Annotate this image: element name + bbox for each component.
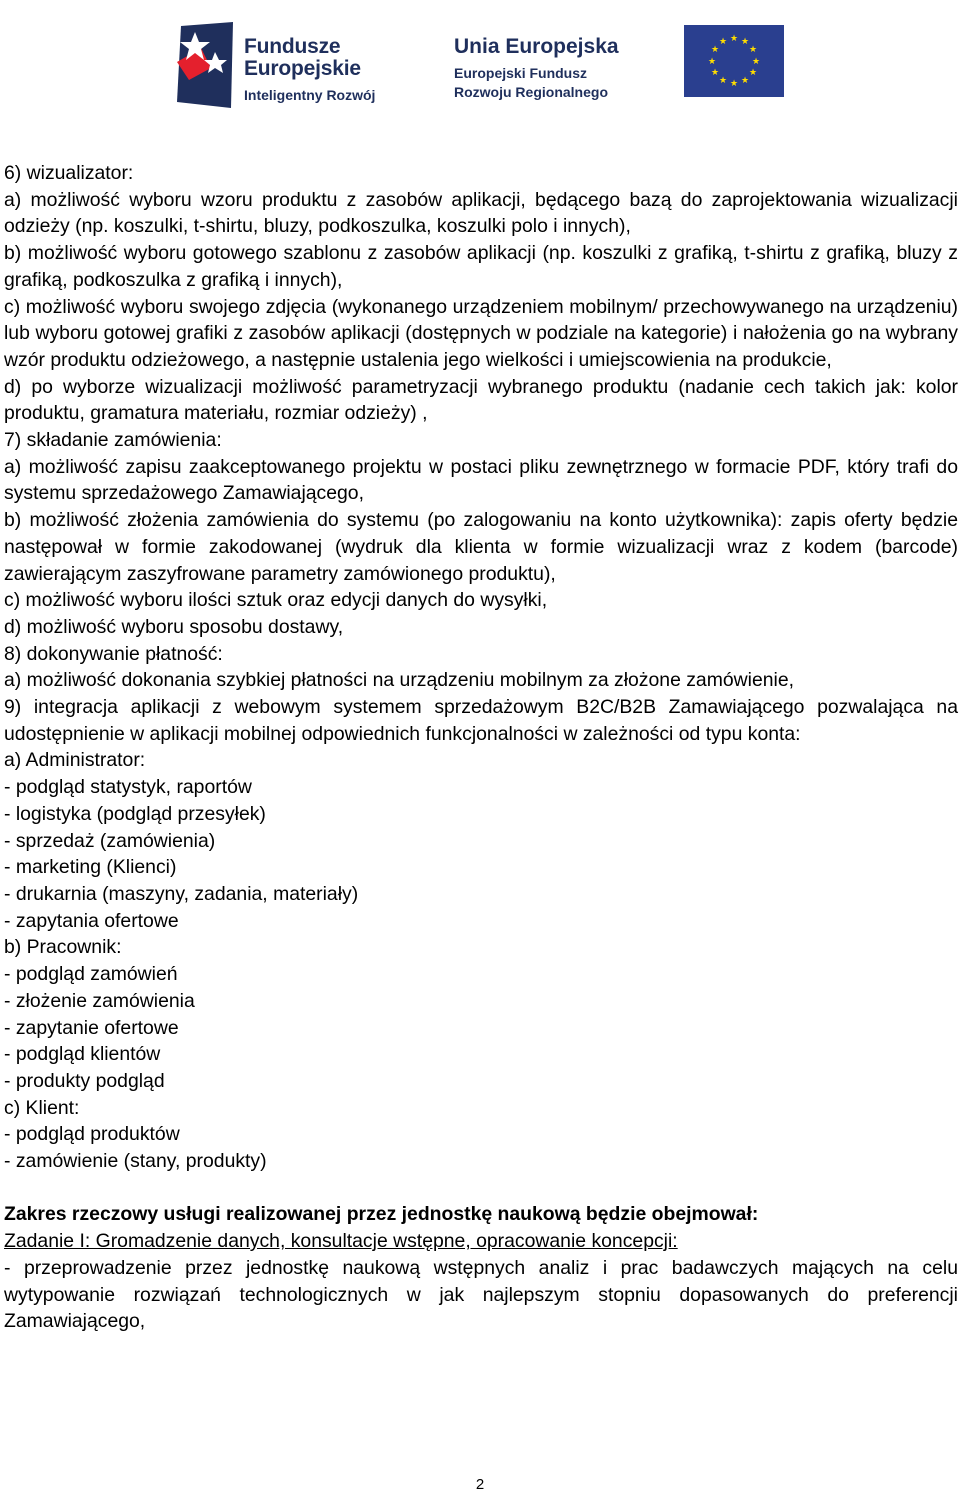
role-client: c) Klient: xyxy=(4,1096,80,1119)
svg-text:★: ★ xyxy=(729,79,739,89)
ue-line1: Unia Europejska xyxy=(454,35,619,58)
task-subheading: Zadanie I: Gromadzenie danych, konsultacje wstępne, opracowanie koncepcji: xyxy=(4,1230,678,1253)
svg-text:★: ★ xyxy=(710,45,720,55)
svg-text:★: ★ xyxy=(748,45,758,55)
eu-flag-icon xyxy=(684,25,784,97)
svg-text:★: ★ xyxy=(710,68,720,78)
role-admin: a) Administrator: xyxy=(4,749,146,772)
ue-line3: Rozwoju Regionalnego xyxy=(454,84,608,100)
page-number: 2 xyxy=(475,1476,485,1493)
paragraph-6: 6) wizualizator: xyxy=(4,162,134,184)
paragraph-7a: a) możliwość zapisu zaakceptowanego projektu w postaci pliku zewnętrznego w formacie PDF, który trafi do systemu sprzedażowego Zamawiającego, xyxy=(4,455,958,505)
svg-text:★: ★ xyxy=(707,57,717,67)
list-item: - drukarnia (maszyny, zadania, materiały) xyxy=(4,882,359,905)
list-item: - podgląd produktów xyxy=(4,1123,180,1146)
list-item: - sprzedaż (zamówienia) xyxy=(4,829,216,852)
paragraph-7d: d) możliwość wyboru sposobu dostawy, xyxy=(4,615,344,638)
fundusze-europejskie-logo xyxy=(175,22,435,114)
ue-line2: Europejski Fundusz xyxy=(454,65,588,81)
svg-text:★: ★ xyxy=(729,34,739,44)
fe-emblem-icon xyxy=(175,22,239,108)
list-item: - zamówienie (stany, produkty) xyxy=(4,1150,267,1173)
unia-europejska-logo xyxy=(454,34,761,115)
svg-text:★: ★ xyxy=(718,37,728,47)
paragraph-7: 7) składanie zamówienia: xyxy=(4,429,222,452)
paragraph-6b: b) możliwość wyboru gotowego szablonu z zasobów aplikacji (np. koszulki z grafiką, t-shirtu z grafiką, bluzy z grafiką, podkoszulka z grafiką i innych), xyxy=(4,242,958,291)
fe-line3: Inteligentny Rozwój xyxy=(244,87,376,103)
list-item: - złożenie zamówienia xyxy=(4,989,195,1012)
list-item: - zapytania ofertowe xyxy=(4,909,179,932)
svg-text:★: ★ xyxy=(740,76,750,86)
list-item: - zapytanie ofertowe xyxy=(4,1016,179,1039)
list-item: - podgląd zamówień xyxy=(4,963,178,986)
list-item: - marketing (Klienci) xyxy=(4,856,177,879)
paragraph-8a: a) możliwość dokonania szybkiej płatności na urządzeniu mobilnym za złożone zamówienie, xyxy=(4,669,795,692)
svg-text:★: ★ xyxy=(740,37,750,47)
svg-text:★: ★ xyxy=(751,57,761,67)
final-paragraph: - przeprowadzenie przez jednostkę naukową wstępnych analiz i prac badawczych mających na celu wytypowanie rozwiązań technologicznych w jak najlepszym stopniu dopasowanych do preferencji Zamawiającego, xyxy=(4,1256,958,1333)
list-item: - podgląd statystyk, raportów xyxy=(4,776,252,799)
section-heading: Zakres rzeczowy usługi realizowanej przez jednostkę naukową będzie obejmował: xyxy=(4,1203,759,1226)
paragraph-6a: a) możliwość wyboru wzoru produktu z zasobów aplikacji, będącego bazą do zaprojektowania wizualizacji odzieży (np. koszulki, t-shirtu, bluzy, podkoszulka, koszulki polo i innych), xyxy=(4,188,958,238)
paragraph-7c: c) możliwość wyboru ilości sztuk oraz edycji danych do wysyłki, xyxy=(4,589,548,612)
document-body xyxy=(4,160,958,1335)
paragraph-9: 9) integracja aplikacji z webowym systemem sprzedażowym B2C/B2B Zamawiającego pozwalająca na udostępnienie w aplikacji mobilnej odpowiednich funkcjonalności w zależności od typu konta: xyxy=(4,696,958,745)
paragraph-6d: d) po wyborze wizualizacji możliwość parametryzacji wybranego produktu (nadanie cech takich jak: kolor produktu, gramatura materiału, rozmiar odzieży) , xyxy=(4,375,958,425)
paragraph-8: 8) dokonywanie płatność: xyxy=(4,642,223,665)
role-employee: b) Pracownik: xyxy=(4,936,122,959)
list-item: - podgląd klientów xyxy=(4,1043,161,1066)
fe-line2: Europejskie xyxy=(244,57,361,80)
list-item: - logistyka (podgląd przesyłek) xyxy=(4,802,266,825)
svg-text:★: ★ xyxy=(718,76,728,86)
svg-text:★: ★ xyxy=(748,68,758,78)
header-logos xyxy=(0,0,960,130)
fe-line1: Fundusze xyxy=(244,35,341,58)
paragraph-6c: c) możliwość wyboru swojego zdjęcia (wykonanego urządzeniem mobilnym/ przechowywanego na urządzeniu) lub wyboru gotowej grafiki z zasobów aplikacji (dostępnych w podziale na kategorie) i nałożenia go na wybrany wzór produktu odzieżowego, a następnie ustalenia jego wielkości i umiejscowienia na produkcie, xyxy=(4,295,958,371)
list-item: - produkty podgląd xyxy=(4,1069,165,1092)
paragraph-7b: b) możliwość złożenia zamówienia do systemu (po zalogowaniu na konto użytkownika): zapis oferty będzie następował w formie zakodowanej (wydruk dla klienta w formie wizualizacji wraz z kodem (barcode) zawierającym zaszyfrowane parametry zamówionego produktu), xyxy=(4,509,958,585)
